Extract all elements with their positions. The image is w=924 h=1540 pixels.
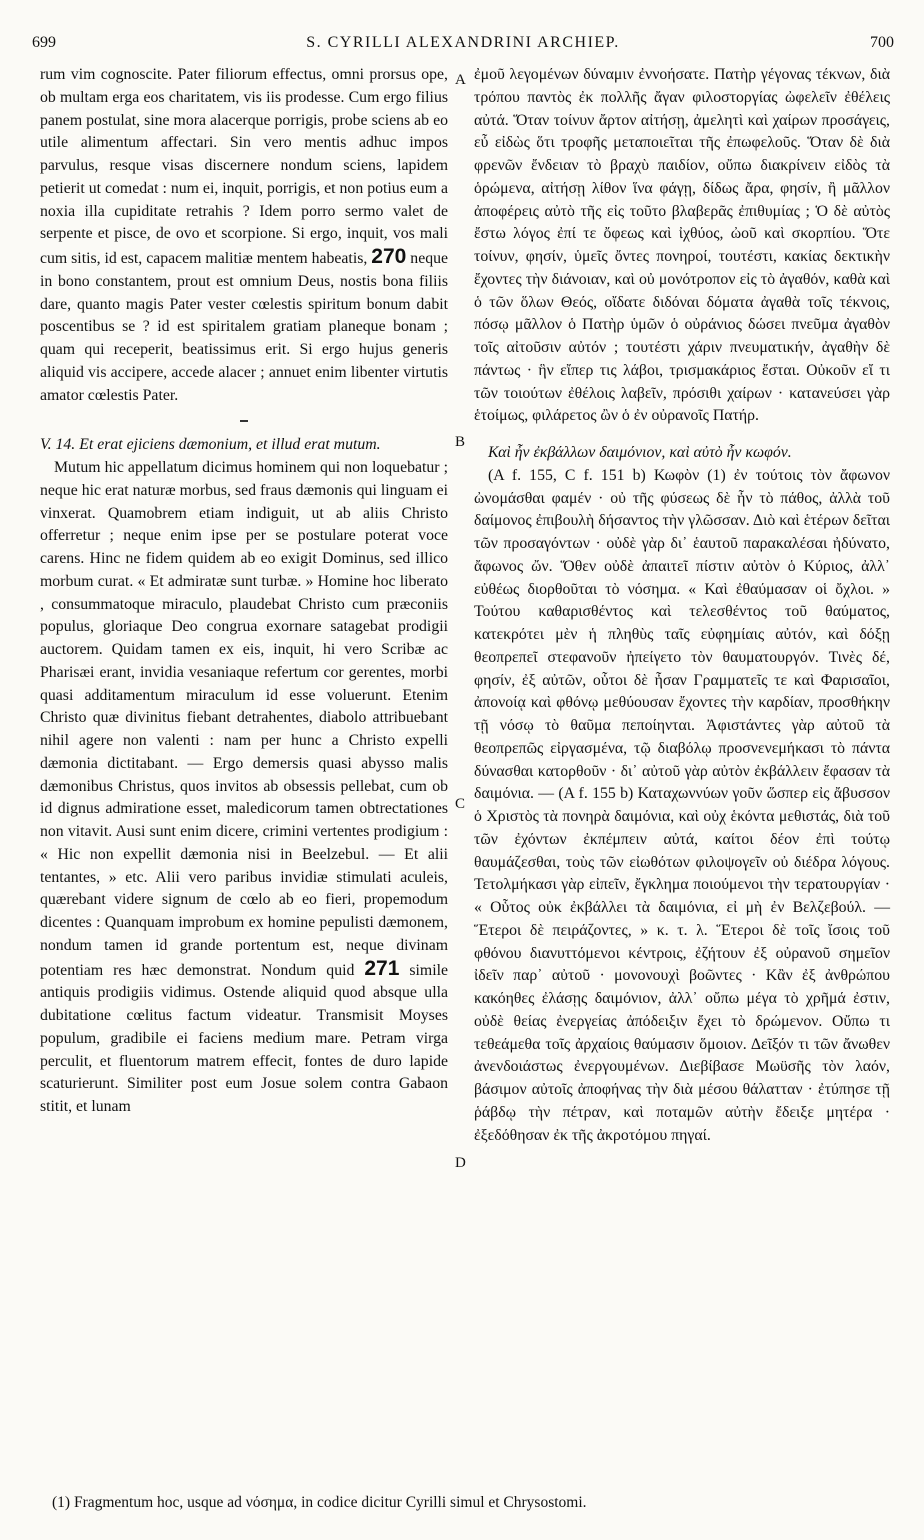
margin-letter-d: D <box>455 1155 466 1171</box>
folio-reference: (A f. 155, C f. 151 b) <box>488 466 646 484</box>
latin-text: Mutum hic appellatum dicimus hominem qui non loquebatur ; neque hic erat naturæ morbus, sed fraus dæmonis qui linguam ei vinxerat. Quamobrem etiam indiguit, ut ab aliis Christo offerretur ; neque enim ipse per se postulare poterat voce carens. Hinc ne fidem quidem ab eo exigit Dominus, sed illico morbum curat. « Et admiratæ sunt turbæ. » Homine hoc liberato , consummatoque miraculo, plaudebat Christo cum præconiis populus, gloriaque Deo congrua exornare satagebat prodigii auctorem. Quidam tamen ex eis, inquit, hi vero Scribæ ac Pharisæi erant, invidia vesaniaque refertum cor gerentes, morbi quasi additamentum miraculum id esse voluerunt. Etenim Christo quæ divinitus fiebant detrahentes, diabolo attribuebant nihil agere non valenti : nam per hunc a Christo expelli dæmonia dictitabant. — Ergo demersis quasi abysso malis dæmonibus Christus, quos invitos ab obsessis pellebat, cum ob id dignus admiratione esset, maledicorum tamen obtrectationes non vitavit. Ausi sunt enim dicere, crimini vertentes prodigium : « Hic non expellit dæmonia nisi in Beelzebul. — Et alii tentantes, » etc. Alii vero paribus invidiæ stimulati aculeis, quærebant videre signum de cœlo ab eo fieri, propemodum dicentes : Quanquam improbum ex homine pepulisti dæmonem, nondum tamen id grande portentum est, neque divinam potentiam res hæc demonstrat. Nondum quid <box>40 459 448 979</box>
greek-paragraph-2 <box>474 465 890 1148</box>
latin-paragraph-2 <box>40 457 448 1119</box>
section-separator <box>240 420 248 422</box>
running-header <box>32 34 894 56</box>
running-title: S. CYRILLI ALEXANDRINI ARCHIEP. <box>306 34 620 51</box>
greek-column <box>474 64 890 1147</box>
verse-heading-greek: Καὶ ἦν ἐκβάλλων δαιμόνιον, καὶ αὐτὸ ἦν κωφόν. <box>488 444 792 461</box>
greek-paragraph-1: ἐμοῦ λεγομένων δύναμιν ἐννοήσατε. Πατὴρ γέγονας τέκνων, διὰ τρόπου παντὸς ἐκ πολλῆς ἄγαν φιλοστοργίας ὠφελεῖν ἐθέλεις αὐτά. Ὅταν τοίνυν ἄρτον αἰτήσῃ, ἀμελητὶ καὶ χαίρων προσάγεις, εὖ εἰδὼς ὅτι τροφῆς μεταποιεῖται τῆς ἐπωφελοῦς. Ὅταν δὲ διὰ φρενῶν ἔνδειαν τὸ βραχὺ παιδίον, οὔπω διακρίνειν εἰδὸς τὰ ὁρώμενα, αἰτήσῃ λίθον ἵνα φάγῃ, δίδως ἄρα, φησίν, ἢ μᾶλλον ἀποφέρεις αὐτὸ τῆς εἰς τοῦτο βλαβερᾶς ἐπιθυμίας ; Ὁ δὲ αὐτὸς ἔστω λόγος ἐπί τε ὄφεως καὶ ἰχθύος, ὠοῦ καὶ σκορπίου. Ὅτε τοίνυν, φησίν, ὑμεῖς ὄντες πονηροί, τουτέστι, κακίας δεκτικὴν ἔχοντες τὴν διάνοιαν, καὶ οὐ μονότροπον εἰς τὸ ἀγαθόν, καθὰ καὶ ὁ τῶν ὅλων Θεός, οἴδατε διδόναι δόματα ἀγαθὰ τοῖς τέκνοις, πόσῳ μᾶλλον ὁ Πατὴρ ὑμῶν ὁ οὐράνιος δώσει πνεῦμα ἀγαθὸν τοῖς αἰτοῦσιν αὐτόν ; τουτέστι χάριν πνευματικήν, ἀγαθὴν δὲ πάντως · ἣν εἴπερ τις λάβοι, τρισμακάριος ἔσται. Οὐκοῦν εἴ τι τῶν τοιούτων ἐθέλοις λαβεῖν, πρόσιθι χαίρων · κατανεύσει γὰρ ἑτοίμως, φιλάρετος ὢν ὁ ἐν οὐρανοῖς Πατήρ. <box>474 66 890 425</box>
marginal-page-number: 271 <box>364 956 400 980</box>
latin-paragraph-1 <box>40 64 448 407</box>
verse-heading-latin: V. 14. Et erat ejiciens dæmonium, et illud erat mutum. <box>40 436 381 454</box>
latin-text: neque in bono constantem, prout est omnium Deus, nostis bona filiis dare, quanto magis Pater vester cœlestis spiritum bonum dabit poscentibus se ? id est spiritalem gratiam planeque bonam ; quam qui receperit, beatissimus erit. Si ergo hujus generis aliquid vis accipere, accede alacer ; annuet enim libenter virtutis amator cœlestis Pater. <box>40 250 449 404</box>
latin-text: rum vim cognoscite. Pater filiorum effectus, omni prorsus ope, ob multam erga eos charitatem, vis iis prodesse. Cum ergo filius panem postulat, sine mora alacerque porrigis, probe sciens ab eo utile alimentum affectari. Sin vero mentis adhuc impos parvulus, resque visas discernere nondum sciens, lapidem petierit ut comedat : num ei, inquit, porrigis, et non potius eum a noxia illa cupiditate retrahis ? Idem porro sermo valet de serpente et pisce, de ovo et scorpione. Si ergo, inquit, vos mali cum sitis, id est, capacem malitiæ mentem habeatis, <box>40 66 448 267</box>
footnote: (1) Fragmentum hoc, usque ad νόσημα, in codice dicitur Cyrilli simul et Chrysostomi. <box>52 1494 587 1511</box>
latin-text: simile antiquis prodigiis vidimus. Ostende aliquid quod absque ulla dubitatione cœlitus factum videatur. Transmisit Moyses populum, gradibile ei faciens medium mare. Petram virga perculit, et fluentorum matrem effecit, fontes de duro lapide scaturierunt. Similiter post eum Josue solem contra Gabaon stitit, et lunam <box>40 961 448 1115</box>
marginal-page-number: 270 <box>371 245 407 268</box>
latin-column <box>40 64 448 1119</box>
page-number-right: 700 <box>870 34 894 51</box>
greek-text: Κωφὸν (1) ἐν τούτοις τὸν ἄφωνον ὠνομάσθαι φαμέν · οὐ τῆς φύσεως δὲ ἦν τὸ πάθος, ἀλλὰ τοῦ δαίμονος ἐπιβουλὴ δήσαντος τὴν γλῶσσαν. Διὸ καὶ ἑτέρων δεῖται τῶν προσαγόντων · οὐδὲ γὰρ δι᾽ ἑαυτοῦ παρακαλέσαι ἠδύνατο, ἄφωνος ὤν. Ὅθεν οὐδὲ ἀπαιτεῖ πίστιν αὐτὸν ὁ Κύριος, ἀλλ᾽ εὐθέως διορθοῦται τὸ νόσημα. « Καὶ ἐθαύμασαν οἱ ὄχλοι. » Τούτου καθαρισθέντος καὶ τελεσθέντος τοῦ θαύματος, κατεκρότει μὲν ἡ πληθὺς ταῖς εὐφημίαις αὐτόν, καὶ δόξῃ θεοπρεπεῖ στεφανοῦν ἠπείγετο τὸν θαυματουργόν. Τινὲς δέ, φησίν, ἐξ αὐτῶν, οὗτοι δὲ ἦσαν Γραμματεῖς τε καὶ Φαρισαῖοι, ἀπονοίᾳ καὶ φθόνῳ μεθύουσαν ἔχοντες τὴν καρδίαν, προσθήκην τῇ νόσῳ τὸ θαῦμα πεποίηνται. Ἀφιστάντες γὰρ αὐτοῦ τὰ θεοπρεπῶς εἰργασμένα, τῷ διαβόλῳ προσνενεμήκασι τὸ πάντα δύνασθαι κατορθοῦν · δι᾽ αὐτοῦ γὰρ αὐτὸν ἐκβάλλειν ἔφασαν τὰ δαιμόνια. — (A f. 155 b) Καταχωννύων γοῦν ὥσπερ εἰς ἄβυσσον ὁ Χριστὸς τὰ πονηρὰ δαιμόνια, καὶ οὐχ ἑκόντα μεθιστάς, διὰ τοῦ τῶν ἐχόντων ἐκπέμπειν αὐτά, καίτοι δέον ἐπὶ τούτῳ θαυμάζεσθαι, τοὺς τῶν εἰωθότων φιλοψογεῖν οὐ διέδρα λόγους. Τετολμήκασι γὰρ εἰπεῖν, ἔγκλημα ποιούμενοι τὴν τερατουργίαν · « Οὗτος οὐκ ἐκβάλλει τὰ δαιμόνια, εἰ μὴ ἐν Βελζεβούλ. — Ἕτεροι δὲ πειράζοντες, » κ. τ. λ. Ἕτεροι δὲ τοῖς ἴσοις τοῦ φθόνου διανυττόμενοι κέντροις, ἐζήτουν ἐξ οὐρανοῦ σημεῖον ἰδεῖν παρ᾽ αὐτοῦ · μονονουχὶ βοῶντες · Κἂν ἐξ ἀνθρώπου κακόηθες ἐλάσῃς δαιμόνιον, ἀλλ᾽ οὔπω μέγα τὸ χρῆμά ἐστιν, οὐδὲ θείας ἐνεργείας ἀπόδειξιν ἔχει τὸ δρώμενον. Οὔπω τι τεθεάμεθα τοῖς ἀρχαίοις θαύμασιν ὅμοιον. Δεῖξόν τι τῶν ἄνωθεν ἀνενδοιάστως ἐνεργουμένων. Διεβίβασε Μωϋσῆς τὸν λαόν, βάσιμον αὐτοῖς ἀποφήνας τὴν διὰ μέσου θάλατταν · ἐτύπησε τῇ ῥάβδῳ τὴν πέτραν, καὶ ποταμῶν αὐτὴν ἔδειξε μητέρα · ἐξεδόθησαν ἐκ τῆς ἀκροτόμου πηγαί. <box>474 466 891 1144</box>
margin-letter-b: B <box>455 434 466 450</box>
margin-letter-c: C <box>455 796 466 812</box>
margin-letter-a: A <box>455 72 466 88</box>
page-number-left: 699 <box>32 34 56 51</box>
